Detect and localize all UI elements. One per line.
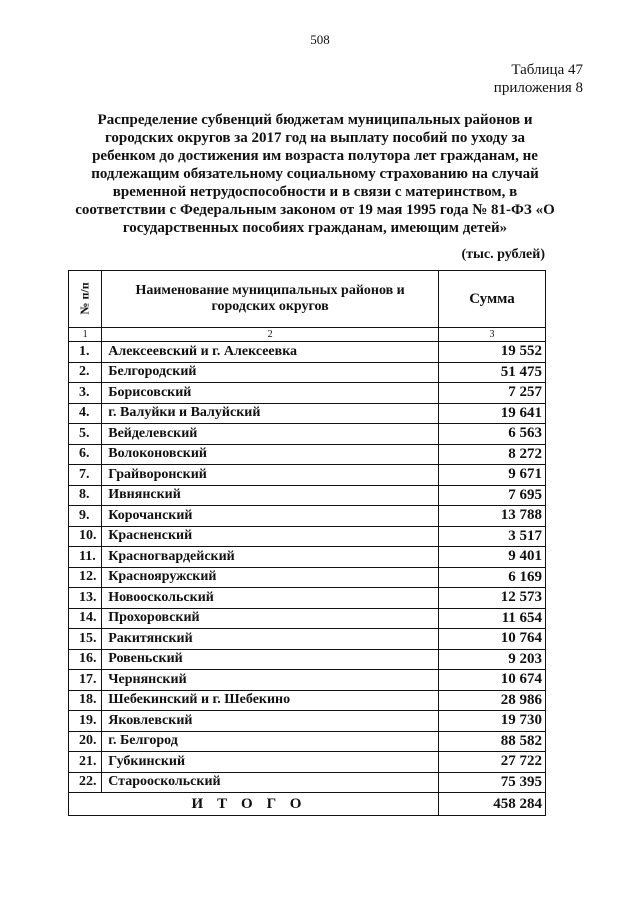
row-number: 16. [69,649,102,670]
row-sum: 13 788 [439,506,546,527]
table-row [69,608,546,629]
district-name: Яковлевский [102,711,439,732]
units-label: (тыс. рублей) [461,247,545,262]
district-name: Вейделевский [102,424,439,445]
row-number: 20. [69,731,102,752]
table-row [69,383,546,404]
row-number: 6. [69,444,102,465]
row-number: 8. [69,485,102,506]
row-number: 17. [69,670,102,691]
header-name: Наименование муниципальных районов и городских округов [102,271,439,328]
table-row [69,506,546,527]
header-sum: Сумма [439,271,546,328]
row-sum: 51 475 [439,362,546,383]
table-row [69,690,546,711]
table-row [69,424,546,445]
district-name: Чернянский [102,670,439,691]
row-sum: 8 272 [439,444,546,465]
row-sum: 19 730 [439,711,546,732]
table-row [69,752,546,773]
row-number: 1. [69,342,102,363]
row-number: 21. [69,752,102,773]
row-number: 3. [69,383,102,404]
district-name: Ракитянский [102,629,439,650]
table-row [69,485,546,506]
total-sum: 458 284 [439,793,546,816]
row-sum: 6 563 [439,424,546,445]
district-name: Красногвардейский [102,547,439,568]
row-number: 4. [69,403,102,424]
district-name: Красненский [102,526,439,547]
district-name: г. Валуйки и Валуйский [102,403,439,424]
column-index-row [69,328,546,342]
district-name: Старооскольский [102,772,439,793]
table-row [69,649,546,670]
table-row [69,362,546,383]
district-name: Борисовский [102,383,439,404]
row-sum: 3 517 [439,526,546,547]
row-number: 22. [69,772,102,793]
table-row [69,567,546,588]
document-title: Распределение субвенций бюджетам муниципальных районов и городских округов за 2017 год на выплату пособий по уходу за ребенком до достижения им возраста полутора лет гражданам, не подлежащим обязательному социальному страхованию на случай временной нетрудоспособности и в связи с материнством, в соответствии с Федеральным законом от 19 мая 1995 года № 81-ФЗ «О государственных пособиях гражданам, имеющим детей» [75,112,555,236]
row-number: 13. [69,588,102,609]
district-name: Волоконовский [102,444,439,465]
row-sum: 19 641 [439,403,546,424]
row-sum: 12 573 [439,588,546,609]
row-number: 11. [69,547,102,568]
table-reference [494,61,583,97]
row-sum: 10 674 [439,670,546,691]
district-name: Ровеньский [102,649,439,670]
table-row [69,588,546,609]
row-sum: 9 401 [439,547,546,568]
district-name: Шебекинский и г. Шебекино [102,690,439,711]
row-sum: 7 257 [439,383,546,404]
table-number: Таблица 47 [511,62,583,78]
table-row [69,526,546,547]
row-sum: 19 552 [439,342,546,363]
row-number: 5. [69,424,102,445]
row-number: 15. [69,629,102,650]
row-number: 10. [69,526,102,547]
column-index: 1 [69,328,102,342]
column-index: 2 [102,328,439,342]
district-name: Алексеевский и г. Алексеевка [102,342,439,363]
total-label: ИТОГО [69,793,439,816]
row-number: 2. [69,362,102,383]
row-sum: 11 654 [439,608,546,629]
district-name: Прохоровский [102,608,439,629]
district-name: Новооскольский [102,588,439,609]
distribution-table [68,270,546,816]
row-sum: 28 986 [439,690,546,711]
row-sum: 75 395 [439,772,546,793]
district-name: Губкинский [102,752,439,773]
table-row [69,465,546,486]
row-number: 7. [69,465,102,486]
table-header-row [69,271,546,328]
table-row [69,670,546,691]
table-row [69,772,546,793]
district-name: Грайворонский [102,465,439,486]
district-name: Краснояружский [102,567,439,588]
row-sum: 7 695 [439,485,546,506]
table-row [69,731,546,752]
table-row [69,444,546,465]
district-name: Корочанский [102,506,439,527]
table-row [69,342,546,363]
column-index: 3 [439,328,546,342]
row-number: 12. [69,567,102,588]
district-name: Ивнянский [102,485,439,506]
header-number: № п/п [69,271,102,328]
table-row [69,547,546,568]
row-sum: 88 582 [439,731,546,752]
district-name: Белгородский [102,362,439,383]
total-row [69,793,546,816]
row-sum: 27 722 [439,752,546,773]
row-number: 18. [69,690,102,711]
table-row [69,403,546,424]
row-sum: 9 203 [439,649,546,670]
row-number: 9. [69,506,102,527]
row-sum: 10 764 [439,629,546,650]
appendix-number: приложения 8 [493,80,583,96]
page-number: 508 [310,32,330,47]
row-number: 19. [69,711,102,732]
table-row [69,629,546,650]
row-number: 14. [69,608,102,629]
row-sum: 6 169 [439,567,546,588]
table-row [69,711,546,732]
district-name: г. Белгород [102,731,439,752]
row-sum: 9 671 [439,465,546,486]
